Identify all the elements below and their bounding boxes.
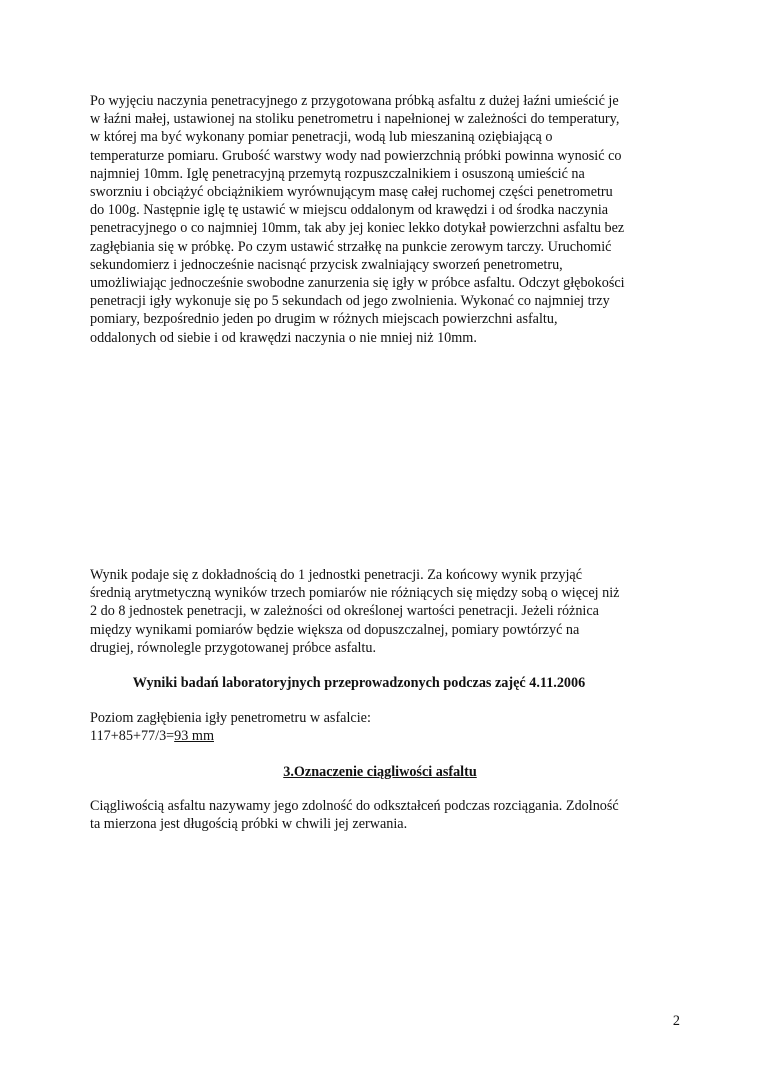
paragraph-line: do 100g. Następnie iglę tę ustawić w miejscu oddalonym od krawędzi i od środka naczynia bbox=[90, 202, 609, 219]
paragraph-result-rules bbox=[90, 566, 674, 657]
page-number: 2 bbox=[672, 1013, 680, 1029]
paragraph-line: Ciągliwością asfaltu nazywamy jego zdolność do odkształceń podczas rozciągania. Zdolność bbox=[90, 798, 619, 814]
paragraph-line: sworzniu i obciążyć obciążnikiem wyrównującym masę całej ruchomej części penetrometru bbox=[90, 184, 613, 201]
paragraph-line: oddalonych od siebie i od krawędzi naczynia o nie mniej niż 10mm. bbox=[90, 329, 477, 346]
result-label: Poziom zagłębienia igły penetrometru w asfalcie: bbox=[90, 710, 371, 726]
paragraph-penetration-procedure bbox=[90, 92, 674, 347]
paragraph-ductility-definition bbox=[90, 797, 674, 833]
result-formula: 117+85+77/3= bbox=[90, 728, 175, 744]
result-calculation bbox=[90, 727, 214, 745]
paragraph-line: w łaźni małej, ustawionej na stoliku penetrometru i napełnionej w zależności do temperatury, bbox=[90, 111, 620, 128]
paragraph-line: w której ma być wykonany pomiar penetracji, wodą lub mieszaniną oziębiającą o bbox=[90, 129, 553, 146]
result-value: 93 mm bbox=[174, 728, 214, 744]
paragraph-line: 2 do 8 jednostek penetracji, w zależności od określonej wartości penetracji. Jeżeli różnica bbox=[90, 603, 599, 620]
paragraph-line: pomiary, bezpośrednio jeden po drugim w różnych miejscach powierzchni asfaltu, bbox=[90, 311, 558, 328]
results-title: Wyniki badań laboratoryjnych przeprowadzonych podczas zajęć 4.11.2006 bbox=[132, 675, 586, 691]
paragraph-line: między wynikami pomiarów będzie większa od dopuszczalnej, pomiary powtórzyć na bbox=[90, 621, 580, 638]
paragraph-line: drugiej, równolegle przygotowanej próbce asfaltu. bbox=[90, 639, 377, 656]
paragraph-line: temperaturze pomiaru. Grubość warstwy wody nad powierzchnią próbki powinna wynosić co bbox=[90, 147, 622, 164]
paragraph-line: umożliwiając jednocześnie swobodne zanurzenia się igły w próbce asfaltu. Odczyt głębokości bbox=[90, 275, 625, 292]
paragraph-line: zagłębiania się w próbkę. Po czym ustawić strzałkę na punkcie zerowym tarczy. Uruchomić bbox=[90, 238, 612, 255]
paragraph-line: sekundomierz i jednocześnie nacisnąć przycisk zwalniający sworzeń penetrometru, bbox=[90, 256, 563, 273]
paragraph-line: Po wyjęciu naczynia penetracyjnego z przygotowana próbką asfaltu z dużej łaźni umieścić je bbox=[90, 93, 619, 109]
paragraph-line: penetracji igły wykonuje się po 5 sekundach od jego zwolnienia. Wykonać co najmniej trzy bbox=[90, 293, 610, 310]
paragraph-line: Wynik podaje się z dokładnością do 1 jednostki penetracji. Za końcowy wynik przyjąć bbox=[90, 567, 583, 583]
paragraph-line: średnią arytmetyczną wyników trzech pomiarów nie różniących się między sobą o więcej niż bbox=[90, 585, 620, 602]
paragraph-line: najmniej 10mm. Iglę penetracyjną przemytą rozpuszczalnikiem i osuszoną umieścić na bbox=[90, 165, 585, 182]
section-heading: 3.Oznaczenie ciągliwości asfaltu bbox=[283, 764, 477, 780]
paragraph-line: ta mierzona jest długością próbki w chwili jej zerwania. bbox=[90, 816, 408, 833]
paragraph-line: penetracyjnego o co najmniej 10mm, tak aby jej koniec lekko dotykał powierzchni asfaltu bez bbox=[90, 220, 625, 237]
